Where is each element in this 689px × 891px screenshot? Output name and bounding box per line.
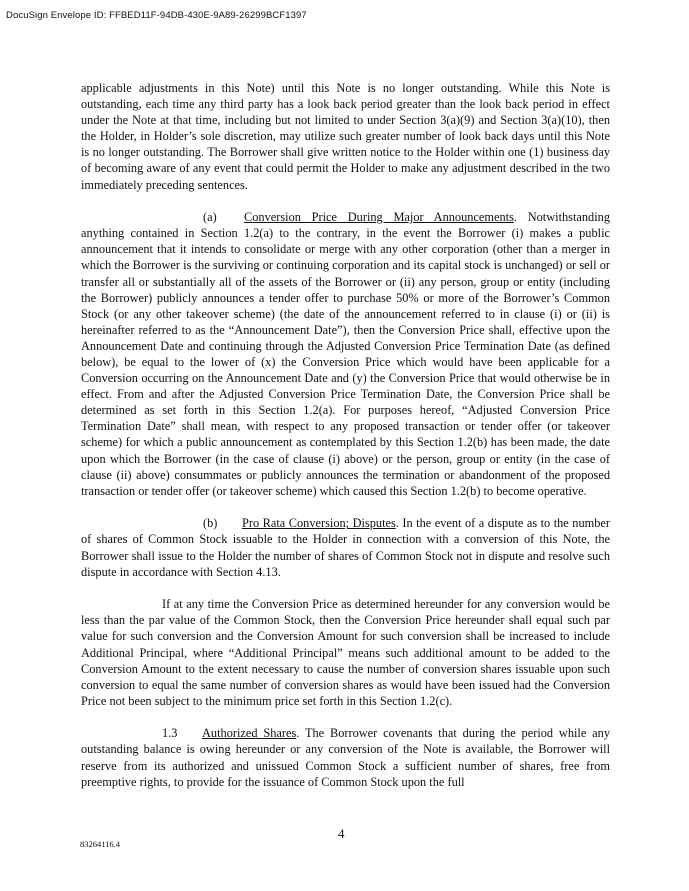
paragraph-b xyxy=(81,515,610,579)
paragraph-a xyxy=(81,209,610,499)
document-body xyxy=(81,80,610,790)
paragraph-a-text: . Notwithstanding anything contained in Section 1.2(a) to the contrary, in the event the Borrower (i) makes a public announcement that it intends to consolidate or merge with any other corporation (other than a merger in which the Borrower is the surviving or continuing corporation and its capital stock is unchanged) or sell or transfer all or substantially all of the assets of the Borrower or (ii) any person, group or entity (including the Borrower) publicly announces a tender offer to purchase 50% or more of the Borrower’s Common Stock (or any other takeover scheme) (the date of the announcement referred to in clause (i) or (ii) is hereinafter referred to as the “Announcement Date”), then the Conversion Price shall, effective upon the Announcement Date and continuing through the Adjusted Conversion Price Termination Date (as defined below), be equal to the lower of (x) the Conversion Price which would have been applicable for a Conversion occurring on the Announcement Date and (y) the Conversion Price that would otherwise be in effect. From and after the Adjusted Conversion Price Termination Date, the Conversion Price shall be determined as set forth in this Section 1.2(a). For purposes hereof, “Adjusted Conversion Price Termination Date” shall mean, with respect to any proposed transaction or tender offer (or takeover scheme) for which a public announcement as contemplated by this Section 1.2(b) has been made, the date upon which the Borrower (in the case of clause (i) above) or the person, group or entity (in the case of clause (ii) above) consummates or publicly announces the termination or abandonment of the proposed transaction or tender offer (or takeover scheme) which caused this Section 1.2(b) to become operative. xyxy=(81,210,610,498)
paragraph-a-heading: Conversion Price During Major Announcements xyxy=(244,210,514,225)
paragraph-c xyxy=(81,596,610,709)
section-1-3-text: . The Borrower covenants that during the period while any outstanding balance is owing hereunder or any conversion of the Note is available, the Borrower will reserve from its authorized and unissued Common Stock a sufficient number of shares, free from preemptive rights, to provide for the issuance of Common Stock upon the full xyxy=(81,726,610,789)
paragraph-b-number: (b) xyxy=(203,516,218,531)
page-number: 4 xyxy=(338,826,345,841)
section-1-3 xyxy=(81,725,610,789)
docusign-envelope-id: DocuSign Envelope ID: FFBED11F-94DB-430E-9A89-26299BCF1397 xyxy=(6,10,307,21)
paragraph-b-text: . In the event of a dispute as to the number of shares of Common Stock issuable to the Holder in connection with a conversion of this Note, the Borrower shall issue to the Holder the number of shares of Common Stock not in dispute and resolve such dispute in accordance with Section 4.13. xyxy=(81,516,610,579)
section-1-3-number: 1.3 xyxy=(162,726,178,741)
document-id: 83264116.4 xyxy=(80,839,121,849)
paragraph-b-heading: Pro Rata Conversion; Disputes xyxy=(242,516,396,531)
section-1-3-heading: Authorized Shares xyxy=(202,726,297,741)
paragraph-continuation: applicable adjustments in this Note) until this Note is no longer outstanding. While this Note is outstanding, each time any third party has a look back period greater than the look back period in effect under the Note at that time, including but not limited to under Section 3(a)(9) and Section 3(a)(10), then the Holder, in Holder’s sole discretion, may utilize such greater number of look back days until this Note is no longer outstanding. The Borrower shall give written notice to the Holder within one (1) business day of becoming aware of any event that could permit the Holder to make any adjustment described in the two immediately preceding sentences. xyxy=(81,81,610,192)
paragraph-a-number: (a) xyxy=(203,210,217,225)
paragraph-c-text: If at any time the Conversion Price as determined hereunder for any conversion would be less than the par value of the Common Stock, then the Conversion Price hereunder shall equal such par value for such conversion and the Conversion Amount for such conversion shall be increased to include Additional Principal, where “Additional Principal” means such additional amount to be added to the Conversion Amount to the extent necessary to cause the number of conversion shares issuable upon such conversion to equal the same number of conversion shares as would have been issued had the Conversion Price not been subject to the minimum price set forth in this Section 1.2(c). xyxy=(81,597,610,708)
